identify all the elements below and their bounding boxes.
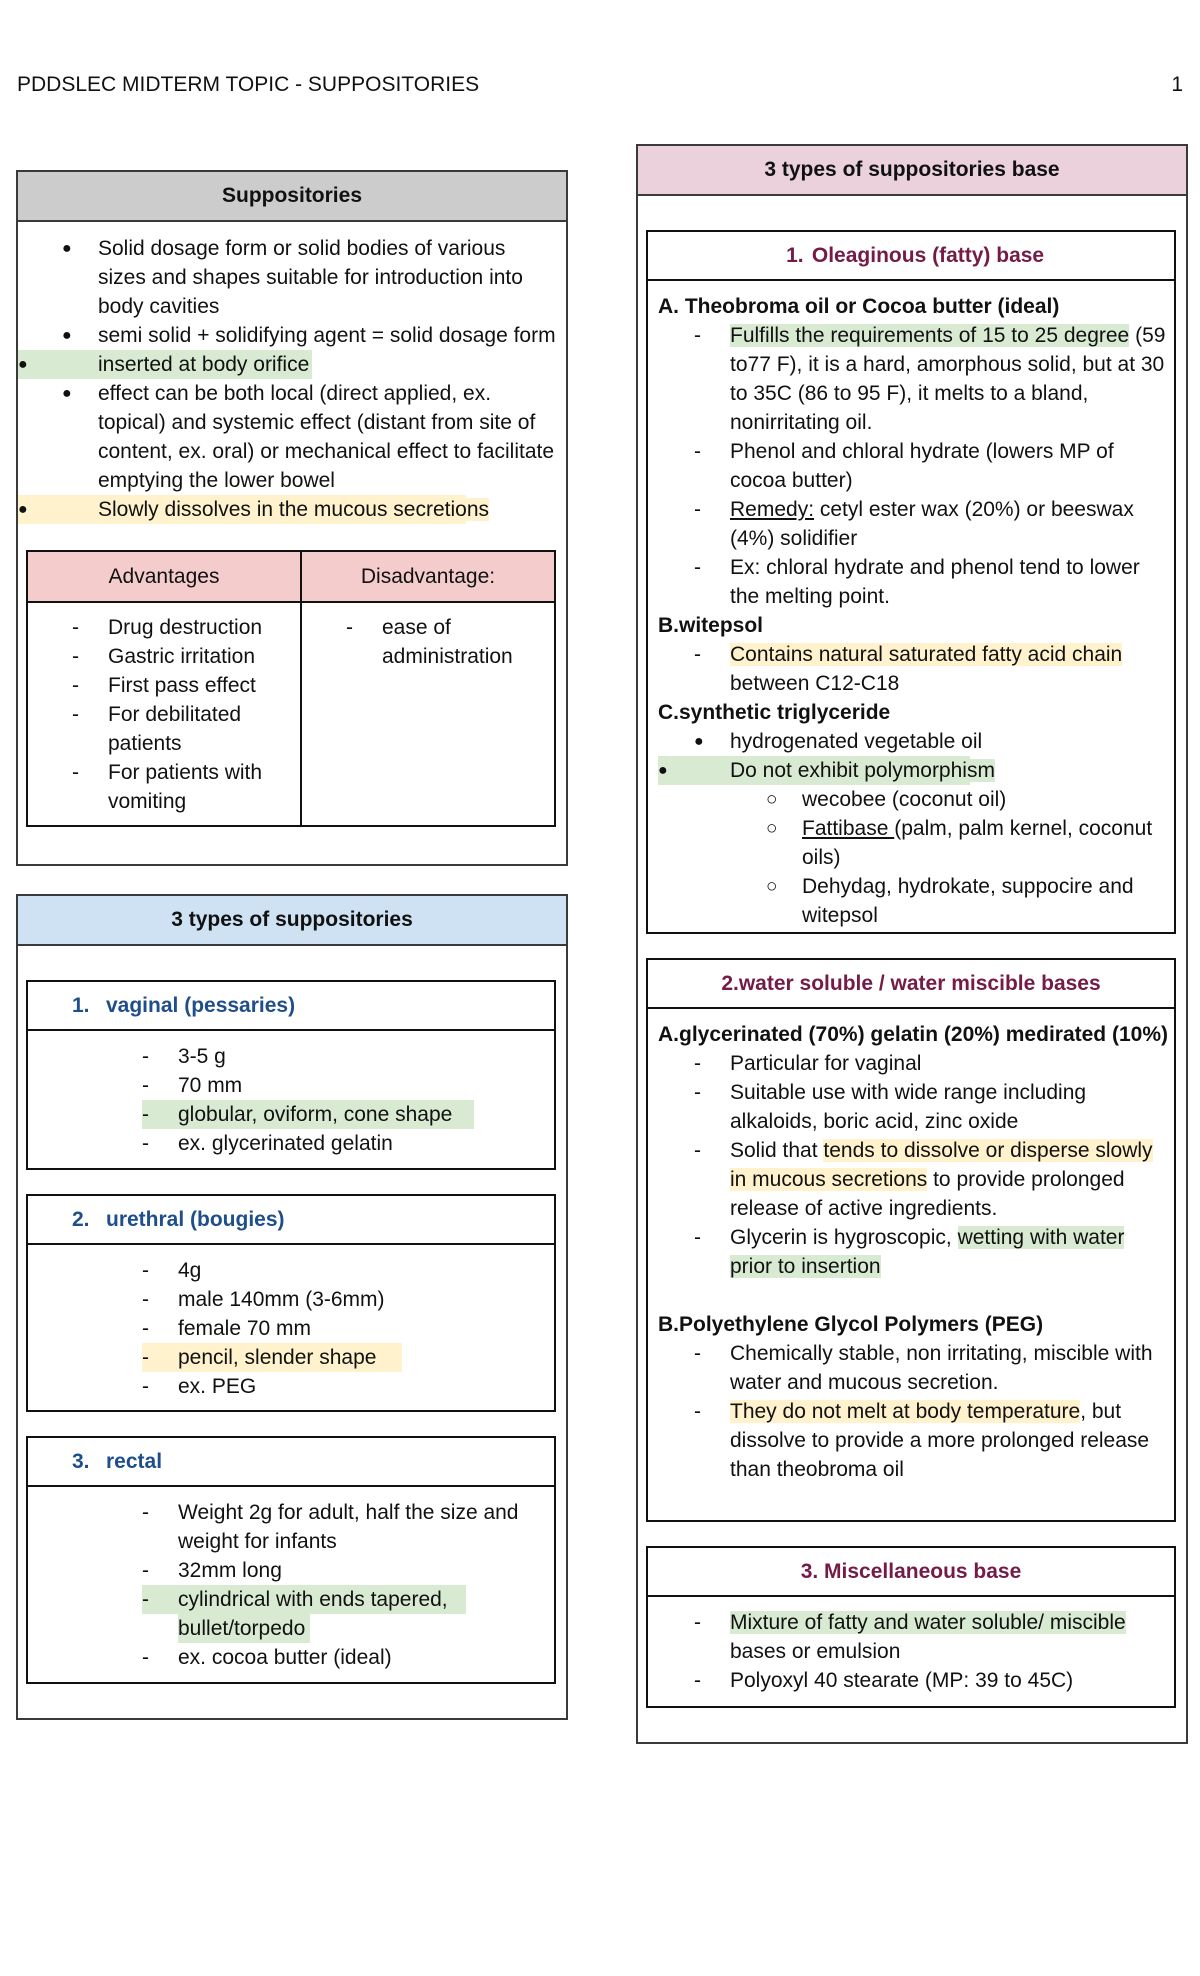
suppository-types-title: 3 types of suppositories bbox=[18, 896, 566, 946]
water-b-item-2: - They do not melt at body temperature, but dissolve to provide a more prolonged release than theobroma oil bbox=[694, 1397, 1168, 1484]
suppositories-title: Suppositories bbox=[18, 172, 566, 222]
suppositories-box bbox=[16, 170, 568, 866]
oleaginous-title: 1. Oleaginous (fatty) base bbox=[648, 232, 1174, 281]
vaginal-card bbox=[26, 980, 556, 1170]
rectal-item: - ex. cocoa butter (ideal) bbox=[142, 1643, 542, 1672]
oleaginous-a-item-1: - Fulfills the requirements of 15 to 25 degree (59 to77 F), it is a hard, amorphous solid, but at 30 to 35C (86 to 95 F), it melts to a bland, nonirritating oil. bbox=[694, 321, 1168, 437]
rectal-item: - - cylindrical with ends tapered, bullet/torpedo bbox=[142, 1585, 542, 1643]
disadvantages-cell bbox=[301, 602, 555, 826]
vaginal-item: - 70 mm bbox=[142, 1071, 542, 1100]
oleaginous-c-item-1: ● hydrogenated vegetable oil bbox=[694, 727, 1168, 756]
oleaginous-c-subitem-1: ○ wecobee (coconut oil) bbox=[766, 785, 1168, 814]
water-b-item-1: - Chemically stable, non irritating, miscible with water and mucous secretion. bbox=[694, 1339, 1168, 1397]
advantage-item: - Drug destruction bbox=[72, 613, 282, 642]
advantages-cell bbox=[27, 602, 301, 826]
vaginal-title: 1. vaginal (pessaries) bbox=[28, 982, 554, 1031]
water-b-heading: B.Polyethylene Glycol Polymers (PEG) bbox=[658, 1313, 1044, 1336]
miscellaneous-card bbox=[646, 1546, 1176, 1708]
rectal-card bbox=[26, 1436, 556, 1684]
page-header bbox=[17, 70, 1183, 100]
oleaginous-c-subitem-2: ○ Fattibase (palm, palm kernel, coconut oils) bbox=[766, 814, 1168, 872]
oleaginous-a-item-4: - Ex: chloral hydrate and phenol tend to lower the melting point. bbox=[694, 553, 1168, 611]
page-number: 1 bbox=[1171, 73, 1183, 96]
bullet-3: ● ● inserted at body orifice bbox=[18, 350, 558, 379]
water-a-item-1: - Particular for vaginal bbox=[694, 1049, 1168, 1078]
advantage-item: - For patients with vomiting bbox=[72, 758, 282, 816]
urethral-card bbox=[26, 1194, 556, 1412]
bullet-4: ● effect can be both local (direct applied, ex. topical) and systemic effect (distant from site of content, ex. oral) or mechanical effect to facilitate emptying the lower bowel bbox=[62, 379, 558, 495]
vaginal-item: - ex. glycerinated gelatin bbox=[142, 1129, 542, 1158]
rectal-item: - 32mm long bbox=[142, 1556, 542, 1585]
disadvantage-item: - ease of administration bbox=[346, 613, 526, 671]
urethral-item: - male 140mm (3-6mm) bbox=[142, 1285, 542, 1314]
urethral-item: - - pencil, slender shape bbox=[142, 1343, 542, 1372]
rectal-title: 3. rectal bbox=[28, 1438, 554, 1487]
advantage-item: - First pass effect bbox=[72, 671, 282, 700]
advantages-header: Advantages bbox=[27, 551, 301, 602]
urethral-item: - ex. PEG bbox=[142, 1372, 542, 1401]
water-soluble-title: 2.water soluble / water miscible bases bbox=[648, 960, 1174, 1009]
advantage-item: - For debilitated patients bbox=[72, 700, 282, 758]
oleaginous-b-heading: B.witepsol bbox=[658, 614, 764, 637]
oleaginous-a-heading: A. Theobroma oil or Cocoa butter (ideal) bbox=[658, 295, 1060, 318]
water-soluble-card bbox=[646, 958, 1176, 1522]
water-a-item-4: - Glycerin is hygroscopic, wetting with water prior to insertion bbox=[694, 1223, 1168, 1281]
miscellaneous-title: 3. Miscellaneous base bbox=[648, 1548, 1174, 1597]
water-a-heading: A.glycerinated (70%) gelatin (20%) medirated (10%) bbox=[658, 1023, 1168, 1046]
misc-item-1: - Mixture of fatty and water soluble/ miscible bases or emulsion bbox=[694, 1608, 1164, 1666]
bullet-5-text: Slowly dissolves in the mucous secretions bbox=[98, 498, 490, 521]
urethral-item: - 4g bbox=[142, 1256, 542, 1285]
water-a-item-3: - Solid that tends to dissolve or disperse slowly in mucous secretions to provide prolonged release of active ingredients. bbox=[694, 1136, 1168, 1223]
oleaginous-c-item-2: ● ● Do not exhibit polymorphism bbox=[658, 756, 1168, 785]
bases-title: 3 types of suppositories base bbox=[638, 146, 1186, 196]
misc-item-2: - Polyoxyl 40 stearate (MP: 39 to 45C) bbox=[694, 1666, 1164, 1695]
page-title: PDDSLEC MIDTERM TOPIC - SUPPOSITORIES bbox=[17, 73, 480, 96]
vaginal-item: - - globular, oviform, cone shape bbox=[142, 1100, 542, 1129]
oleaginous-b-item: - Contains natural saturated fatty acid chain between C12-C18 bbox=[694, 640, 1168, 698]
disadvantages-header: Disadvantage: bbox=[301, 551, 555, 602]
water-a-item-2: - Suitable use with wide range including alkaloids, boric acid, zinc oxide bbox=[694, 1078, 1168, 1136]
bullet-3-text: inserted at body orifice bbox=[98, 353, 310, 376]
urethral-item: - female 70 mm bbox=[142, 1314, 542, 1343]
suppository-types-box bbox=[16, 894, 568, 1720]
suppositories-bullets bbox=[18, 234, 558, 524]
rectal-item: - Weight 2g for adult, half the size and weight for infants bbox=[142, 1498, 542, 1556]
vaginal-item: - 3-5 g bbox=[142, 1042, 542, 1071]
bullet-2: ● semi solid + solidifying agent = solid dosage form bbox=[62, 321, 558, 350]
bases-box bbox=[636, 144, 1188, 1744]
urethral-title: 2. urethral (bougies) bbox=[28, 1196, 554, 1245]
oleaginous-c-subitem-3: ○ Dehydag, hydrokate, suppocire and witepsol bbox=[766, 872, 1168, 930]
oleaginous-a-item-2: - Phenol and chloral hydrate (lowers MP of cocoa butter) bbox=[694, 437, 1168, 495]
advantage-item: - Gastric irritation bbox=[72, 642, 282, 671]
bullet-5: ● ● Slowly dissolves in the mucous secretions bbox=[18, 495, 558, 524]
oleaginous-card bbox=[646, 230, 1176, 934]
bullet-1: ● Solid dosage form or solid bodies of various sizes and shapes suitable for introduction into body cavities bbox=[62, 234, 558, 321]
oleaginous-a-item-3: - Remedy: cetyl ester wax (20%) or beeswax (4%) solidifier bbox=[694, 495, 1168, 553]
oleaginous-c-heading: C.synthetic triglyceride bbox=[658, 701, 891, 724]
advantages-table bbox=[26, 550, 556, 827]
